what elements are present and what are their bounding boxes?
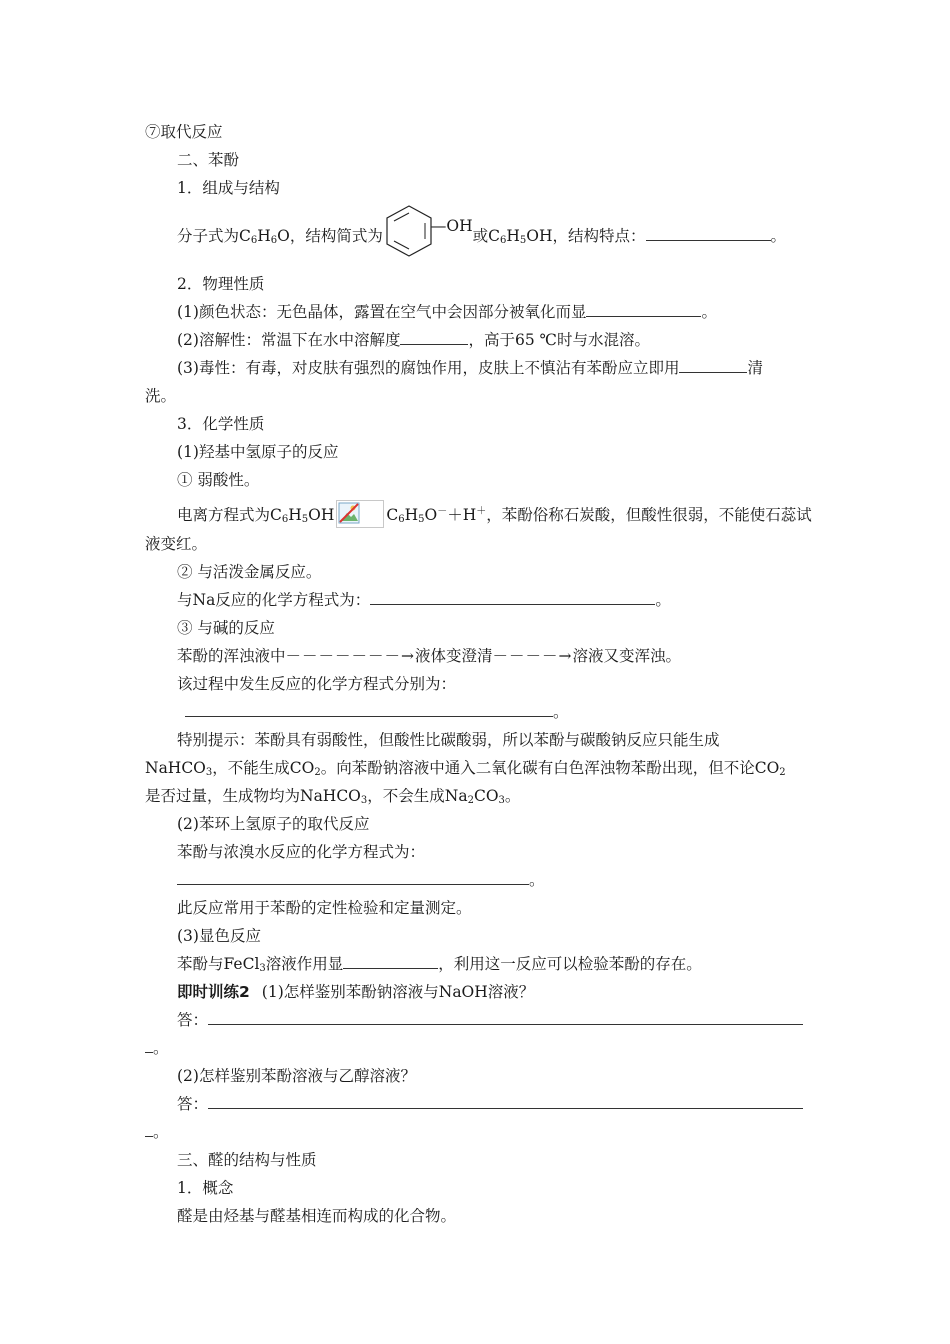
answer-blank[interactable] (343, 951, 438, 969)
answer-line: 答： (177, 1006, 810, 1034)
text-line: 苯酚与浓溴水反应的化学方程式为： (177, 843, 426, 861)
text-line: 醛是由烃基与醛基相连而构成的化合物。 (177, 1207, 457, 1225)
text-line: 液变红。 (145, 535, 208, 553)
text-line: (3)毒性：有毒，对皮肤有强烈的腐蚀作用，皮肤上不慎沾有苯酚应立即用 清 (177, 354, 810, 382)
subsection-heading: 1．组成与结构 (177, 179, 280, 197)
text-line: 。 (185, 698, 785, 726)
text-line: (1)羟基中氢原子的反应 (177, 443, 339, 461)
answer-blank[interactable] (208, 1091, 803, 1109)
answer-blank[interactable] (400, 327, 468, 345)
text-line: ③ 与碱的反应 (177, 619, 275, 637)
text-line: 洗。 (145, 387, 177, 405)
section-heading: 三、醛的结构与性质 (177, 1151, 317, 1169)
text-line: 电离方程式为$C_6H_5OH$ $C_6H_5O^-+H^+$，苯酚俗称石炭酸，但酸性很弱，不能使石蕊试 (177, 498, 810, 526)
answer-blank[interactable] (679, 355, 747, 373)
answer-blank[interactable] (646, 223, 771, 241)
text-line: ⑦取代反应 (145, 123, 223, 141)
arrow: －－－－－－－→ (285, 647, 416, 665)
text-line: 苯酚的浑浊液中－－－－－－－→液体变澄清－－－－→溶液又变浑浊。 (177, 647, 682, 665)
text-line: (1)颜色状态：无色晶体，露置在空气中会因部分被氧化而显 。 (177, 298, 810, 326)
hydroxyl-group-label: —OH (430, 217, 473, 235)
subsection-heading: 3．化学性质 (177, 415, 265, 433)
answer-blank[interactable] (185, 699, 553, 717)
note-paragraph: 是否过量，生成物均为NaHCO$_3$，不会生成$Na_2CO_3$。 (145, 787, 521, 806)
exercise-line: 即时训练2 (1)怎样鉴别苯酚钠溶液与NaOH溶液？ (177, 983, 535, 1001)
answer-blank[interactable] (370, 587, 655, 605)
arrow: －－－－→ (492, 647, 573, 665)
answer-blank[interactable] (145, 1119, 153, 1137)
exercise-line: (2)怎样鉴别苯酚溶液与乙醇溶液？ (177, 1067, 416, 1085)
answer-blank[interactable] (145, 1035, 153, 1053)
answer-blank[interactable] (208, 1007, 803, 1025)
answer-blank[interactable] (586, 299, 701, 317)
exercise-label: 即时训练2 (177, 983, 250, 1001)
text-line: 分子式为$C_6H_6O$，结构简式为—OH或$C_6H_5OH$，结构特点： 。 (177, 217, 787, 246)
section-heading: 二、苯酚 (177, 151, 240, 169)
answer-blank[interactable] (177, 867, 529, 885)
text-line: (2)苯环上氢原子的取代反应 (177, 815, 370, 833)
broken-image-icon (336, 500, 384, 528)
text-line: 苯酚与FeCl$_3$溶液作用显 ，利用这一反应可以检验苯酚的存在。 (177, 950, 810, 978)
note-paragraph: 特别提示：苯酚具有弱酸性，但酸性比碳酸弱，所以苯酚与碳酸钠反应只能生成 (177, 731, 720, 749)
text-line: 与Na反应的化学方程式为： 。 (177, 586, 810, 614)
text-line: (3)显色反应 (177, 927, 261, 945)
text-line: (2)溶解性：常温下在水中溶解度 ，高于65 ℃时与水混溶。 (177, 326, 810, 354)
text-line: 该过程中发生反应的化学方程式分别为： (177, 675, 457, 693)
subsection-heading: 1．概念 (177, 1179, 234, 1197)
text-line: ① 弱酸性。 (177, 471, 260, 489)
note-paragraph: NaHCO$_3$，不能生成$CO_2$。向苯酚钠溶液中通入二氧化碳有白色浑浊物苯酚出现，但不论$CO_2$ (145, 759, 786, 778)
text-line: 。 (145, 1118, 810, 1146)
text-line: 。 (177, 866, 810, 894)
subsection-heading: 2．物理性质 (177, 275, 265, 293)
text-line: ② 与活泼金属反应。 (177, 563, 322, 581)
answer-line: 答： (177, 1090, 810, 1118)
text-line: 。 (145, 1034, 810, 1062)
text-line: 此反应常用于苯酚的定性检验和定量测定。 (177, 899, 472, 917)
